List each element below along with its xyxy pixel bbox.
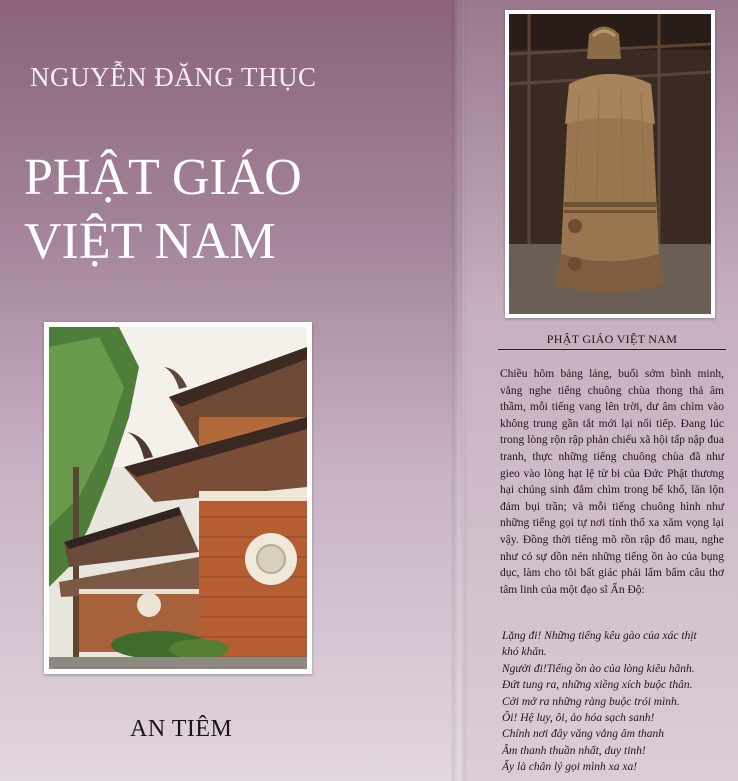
poem-line: Lặng đi! Những tiếng kêu gào của xác thịt [502, 630, 697, 642]
poem-line: Âm thanh thuần nhất, duy tinh! [502, 744, 646, 757]
poem-line: Chính nơi đây văng vẳng âm thanh [502, 728, 665, 741]
heading-divider [498, 349, 726, 350]
author-name: NGUYỄN ĐĂNG THỤC [30, 62, 317, 92]
book-title [24, 146, 444, 274]
temple-illustration [49, 327, 307, 669]
temple-photo [44, 322, 312, 674]
publisher-name: AN TIÊM [130, 716, 233, 742]
bronze-bell-illustration [509, 14, 711, 314]
back-cover-paragraph: Chiều hôm bảng lảng, buổi sớm bình minh, vẳng nghe tiếng chuông chùa thong thả âm thầm, mỗi tiếng vang lên trời, dư âm chìm vào không trung gần tắt mới lại nối tiếp. Đang lúc trong lòng rộn rập phản chiếu xã hội tấp nập đua tranh, thực những tiếng chuông chùa đã như gieo vào lòng hạt lệ từ bi của Đức Phật thương hại chúng sinh đắm chìm trong bể khổ, lăn lộn đám bụi trần; và mỗi tiếng chuông hình như những tiếng gọi tự nơi tỉnh thổ xa xăm vọng lại vậy. Đồng thời tiếng mõ rồn rập đổ mau, nghe như có sự dồn nén những tiếng ồn ào của bụng dục, làm cho tôi bất giác phải lẩm bẩm câu thơ tâm linh của một đạo sĩ Ấn Độ: [500, 368, 724, 596]
title-line-1: PHẬT GIÁO [24, 149, 302, 206]
poem-block [502, 628, 732, 776]
poem-line: Đứt tung ra, những xiềng xích buộc thân. [502, 679, 693, 692]
poem-line: Ấy là chân lý gọi mình xa xa! [502, 761, 638, 774]
poem-line: Cởi mở ra những ràng buộc trói mình. [502, 695, 680, 708]
poem-line: Ôi! Hệ luy, ôi, ảo hóa sạch sanh! [502, 712, 655, 725]
title-line-2: VIỆT NAM [24, 213, 276, 270]
bell-photo [505, 10, 715, 318]
poem-line: Người đi!Tiếng ồn ào của lòng kiêu hãnh. [502, 662, 695, 675]
poem-line: khó khăn. [502, 646, 547, 659]
back-cover-heading: PHẬT GIÁO VIỆT NAM [546, 332, 678, 346]
book-spine [452, 0, 466, 781]
